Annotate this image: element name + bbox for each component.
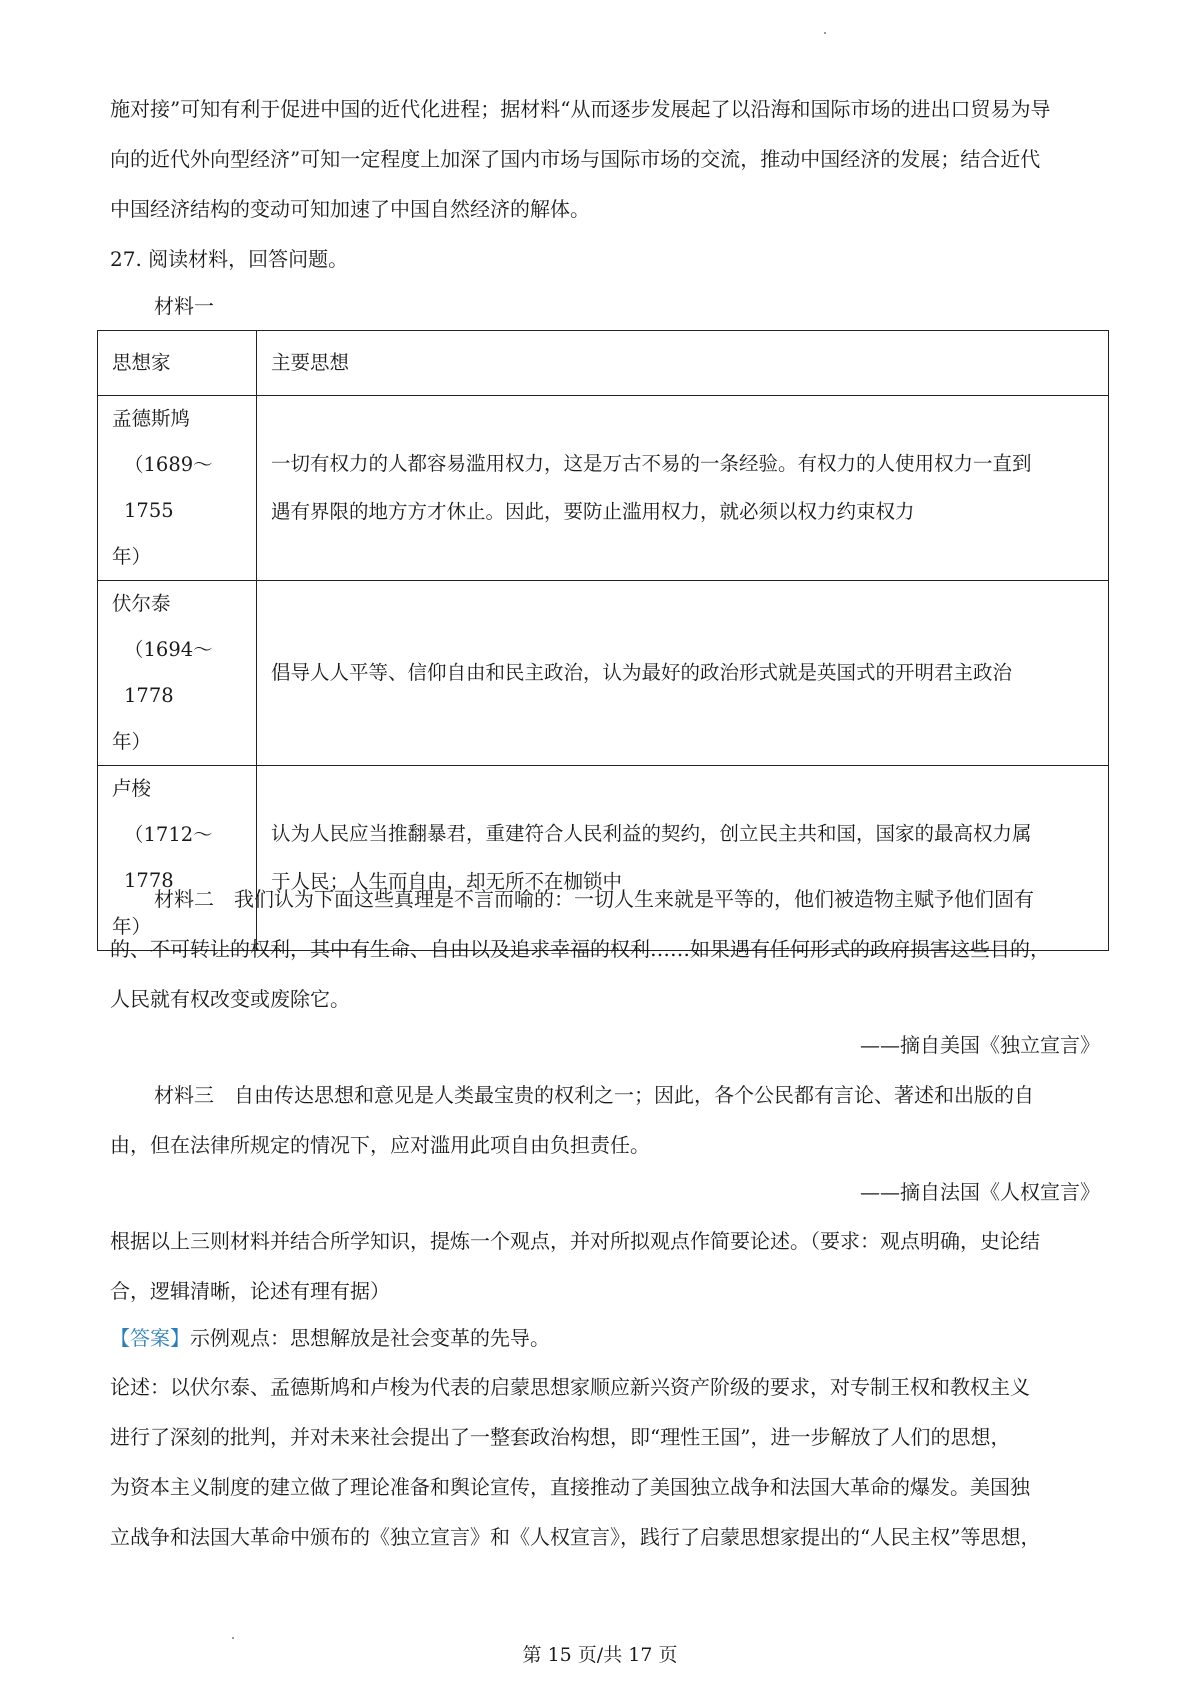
material2-source: ——摘自美国《独立宣言》 bbox=[860, 1033, 1100, 1057]
idea-cell bbox=[257, 581, 1109, 766]
text-line: 进行了深刻的批判，并对未来社会提出了一整套政治构想，即“理性王国”，进一步解放了人们的思想， bbox=[110, 1425, 1011, 1449]
table-row bbox=[98, 581, 1109, 766]
answer-view: 示例观点：思想解放是社会变革的先导。 bbox=[190, 1326, 550, 1350]
text-line: 合，逻辑清晰，论述有理有据） bbox=[110, 1279, 390, 1303]
thinker-name: 伏尔泰 bbox=[112, 592, 171, 615]
argument bbox=[110, 1362, 1100, 1562]
header-thinker: 思想家 bbox=[98, 331, 257, 396]
page-number: 第 15 页/共 17 页 bbox=[522, 1644, 678, 1666]
material3 bbox=[110, 1070, 1100, 1170]
table-row bbox=[98, 396, 1109, 581]
speck bbox=[824, 32, 826, 34]
text-line: 由，但在法律所规定的情况下，应对滥用此项自由负担责任。 bbox=[110, 1133, 650, 1157]
idea-cell bbox=[257, 396, 1109, 581]
material3-source: ——摘自法国《人权宣言》 bbox=[860, 1180, 1100, 1204]
thinker-years: （1689～1755 bbox=[124, 453, 213, 522]
question-heading: 27. 阅读材料，回答问题。 bbox=[110, 247, 349, 271]
text-line: 立战争和法国大革命中颁布的《独立宣言》和《人权宣言》，践行了启蒙思想家提出的“人民主权”等思想， bbox=[110, 1525, 1041, 1549]
material1-label: 材料一 bbox=[154, 294, 214, 318]
thinker-name: 卢梭 bbox=[112, 777, 152, 800]
thinker-years: （1712～1778 bbox=[124, 823, 213, 892]
text-line: 的、不可转让的权利，其中有生命、自由以及追求幸福的权利……如果遇有任何形式的政府损害这些目的， bbox=[110, 937, 1050, 961]
idea-line: 于人民；人生而自由，却无所不在枷锁中 bbox=[271, 870, 623, 893]
thinker-years-end: 年） bbox=[112, 730, 152, 753]
speck bbox=[232, 1637, 234, 1639]
text-line: 人民就有权改变或废除它。 bbox=[110, 987, 350, 1011]
material2 bbox=[110, 874, 1100, 1024]
thinkers-table bbox=[97, 330, 1109, 951]
idea-line: 认为人民应当推翻暴君，重建符合人民利益的契约，创立民主共和国，国家的最高权力属 bbox=[271, 822, 1032, 845]
thinker-years-end: 年） bbox=[112, 915, 152, 938]
answer-line bbox=[110, 1313, 1100, 1363]
header-ideas: 主要思想 bbox=[257, 331, 1109, 396]
thinker-cell bbox=[98, 581, 257, 766]
idea-line: 倡导人人平等、信仰自由和民主政治，认为最好的政治形式就是英国式的开明君主政治 bbox=[271, 661, 1013, 684]
thinker-name: 孟德斯鸠 bbox=[112, 407, 191, 430]
question-prompt bbox=[110, 1216, 1100, 1316]
text-line: 材料二 我们认为下面这些真理是不言而喻的：一切人生来就是平等的，他们被造物主赋予他们固有 bbox=[154, 887, 1034, 911]
text-line: 材料三 自由传达思想和意见是人类最宝贵的权利之一；因此，各个公民都有言论、著述和出版的自 bbox=[154, 1083, 1034, 1107]
thinker-years-end: 年） bbox=[112, 545, 152, 568]
thinker-years: （1694～1778 bbox=[124, 638, 213, 707]
table-header-row bbox=[98, 331, 1109, 396]
text-line: 中国经济结构的变动可知加速了中国自然经济的解体。 bbox=[110, 197, 590, 221]
text-line: 为资本主义制度的建立做了理论准备和舆论宣传，直接推动了美国独立战争和法国大革命的爆发。美国独 bbox=[110, 1475, 1030, 1499]
idea-line: 一切有权力的人都容易滥用权力，这是万古不易的一条经验。有权力的人使用权力一直到 bbox=[271, 452, 1032, 475]
idea-line: 遇有界限的地方方才休止。因此，要防止滥用权力，就必须以权力约束权力 bbox=[271, 500, 915, 523]
answer-tag: 【答案】 bbox=[110, 1326, 190, 1350]
text-line: 施对接”可知有利于促进中国的近代化进程；据材料“从而逐步发展起了以沿海和国际市场的进出口贸易为导 bbox=[110, 97, 1051, 121]
text-line: 向的近代外向型经济”可知一定程度上加深了国内市场与国际市场的交流，推动中国经济的发展；结合近代 bbox=[110, 147, 1041, 171]
text-line: 论述：以伏尔泰、孟德斯鸠和卢梭为代表的启蒙思想家顺应新兴资产阶级的要求，对专制王权和教权主义 bbox=[110, 1375, 1030, 1399]
text-line: 根据以上三则材料并结合所学知识，提炼一个观点，并对所拟观点作简要论述。（要求：观点明确，史论结 bbox=[110, 1229, 1040, 1253]
thinker-cell bbox=[98, 396, 257, 581]
top-paragraph bbox=[110, 84, 1100, 234]
